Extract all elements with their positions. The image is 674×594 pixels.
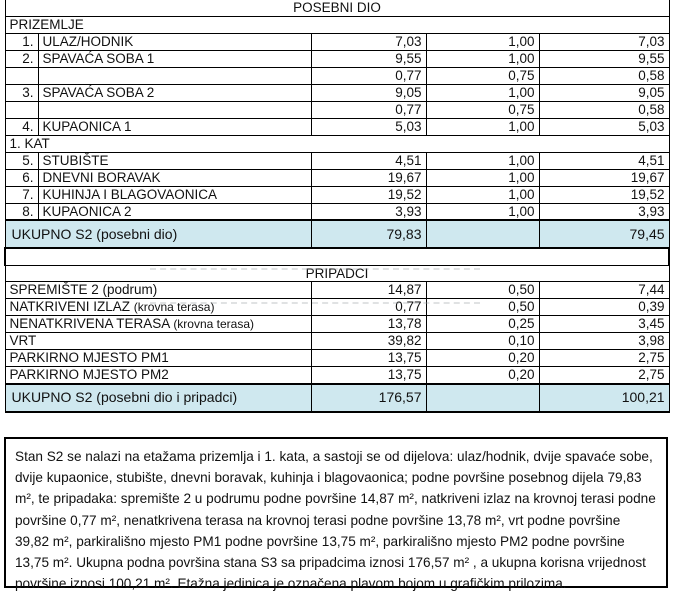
area-value: 0,77: [311, 101, 426, 118]
floor-header-label: PRIZEMLJE: [5, 16, 669, 33]
room-name: KUPAONICA 1: [38, 118, 311, 135]
total-coefficient-value: [426, 384, 539, 412]
coefficient-value: 1,00: [426, 33, 539, 50]
area-value: 13,75: [311, 349, 426, 366]
weighted-area-value: 9,55: [539, 50, 669, 67]
floor-header-label: 1. KAT: [5, 135, 669, 152]
table-row: [5, 186, 669, 203]
spacer-cell: [5, 248, 669, 265]
section-spacer: [5, 248, 669, 265]
weighted-area-value: 0,58: [539, 101, 669, 118]
total-coefficient-value: [426, 220, 539, 248]
area-value: 19,67: [311, 169, 426, 186]
weighted-area-value: 3,45: [539, 315, 669, 332]
row-number: 4.: [5, 118, 38, 135]
pripadak-name-sub: (krovna terasa): [133, 299, 215, 314]
weighted-area-value: 0,58: [539, 67, 669, 84]
area-value: 39,82: [311, 332, 426, 349]
area-value: 19,52: [311, 186, 426, 203]
pripadak-name: [5, 366, 311, 384]
table-row: [5, 84, 669, 101]
coefficient-value: 1,00: [426, 152, 539, 169]
pripadak-name: [5, 281, 311, 298]
room-name: [38, 101, 311, 118]
area-value: 9,05: [311, 84, 426, 101]
coefficient-value: 0,50: [426, 281, 539, 298]
area-value: 13,75: [311, 366, 426, 384]
row-number: 6.: [5, 169, 38, 186]
coefficient-value: 1,00: [426, 118, 539, 135]
weighted-area-value: 0,39: [539, 298, 669, 315]
pripadak-name-main: SPREMIŠTE 2 (podrum): [9, 281, 158, 297]
room-name: SPAVAĆA SOBA 2: [38, 84, 311, 101]
pripadak-name: [5, 332, 311, 349]
weighted-area-value: 19,52: [539, 186, 669, 203]
area-value: 0,77: [311, 298, 426, 315]
weighted-area-value: 7,03: [539, 33, 669, 50]
table-row: [5, 332, 669, 349]
coefficient-value: 0,75: [426, 101, 539, 118]
total-label: UKUPNO S2 (posebni dio): [5, 220, 311, 248]
pripadak-name: [5, 298, 311, 315]
room-name: ULAZ/HODNIK: [38, 33, 311, 50]
pripadak-name-sub: (krovna terasa): [173, 316, 255, 331]
pripadak-name: [5, 315, 311, 332]
weighted-area-value: 4,51: [539, 152, 669, 169]
floor-header-prvi-kat: [5, 135, 669, 152]
total-label: UKUPNO S2 (posebni dio i pripadci): [5, 384, 311, 412]
row-number: 2.: [5, 50, 38, 67]
areas-table-wrapper: [4, 0, 668, 413]
row-number: [5, 67, 38, 84]
room-name: [38, 67, 311, 84]
coefficient-value: 1,00: [426, 50, 539, 67]
area-value: 0,77: [311, 67, 426, 84]
room-name: STUBIŠTE: [38, 152, 311, 169]
section-banner-pripadci: [5, 265, 669, 281]
area-value: 5,03: [311, 118, 426, 135]
table-row: [5, 118, 669, 135]
table-row: [5, 281, 669, 298]
weighted-area-value: 19,67: [539, 169, 669, 186]
weighted-area-value: 5,03: [539, 118, 669, 135]
room-name: KUPAONICA 2: [38, 203, 311, 220]
room-name: DNEVNI BORAVAK: [38, 169, 311, 186]
total-row-all: [5, 384, 669, 412]
area-value: 13,78: [311, 315, 426, 332]
pripadak-name: [5, 349, 311, 366]
table-row: [5, 169, 669, 186]
table-row: [5, 50, 669, 67]
weighted-area-value: 7,44: [539, 281, 669, 298]
coefficient-value: 0,25: [426, 315, 539, 332]
coefficient-value: 0,10: [426, 332, 539, 349]
table-row: [5, 366, 669, 384]
coefficient-value: 0,75: [426, 67, 539, 84]
row-number: 8.: [5, 203, 38, 220]
description-note-box: [4, 437, 668, 592]
areas-table: [4, 0, 670, 413]
weighted-area-value: 2,75: [539, 349, 669, 366]
weighted-area-value: 3,98: [539, 332, 669, 349]
table-row: [5, 298, 669, 315]
total-area-value: 176,57: [311, 384, 426, 412]
table-row: [5, 101, 669, 118]
section-banner-label: PRIPADCI: [5, 265, 669, 281]
description-text: Stan S2 se nalazi na etažama prizemlja i 1. kata, a sastoji se od dijelova: ulaz/hodnik, dvije spavaće sobe, dvije kupaonice, stubište, dnevni boravak, kuhinja i blagovaonica; podne površine posebnog dijela 79,83 m², te pripadaka: spremište 2 u podrumu podne površine 14,87 m², natkriveni izlaz na krovnoj terasi podne površine 0,77 m², nenatkrivena terasa na krovnoj terasi podne površine 13,78 m², vrt podne površine 39,82 m², parkirališno mjesto PM1 podne površine 13,75 m², parkirališno mjesto PM2 podne površine 13,75 m². Ukupna podna površina stana S3 sa pripadcima iznosi 176,57 m² , a ukupna korisna vrijednost površine iznosi 100,21 m². Etažna jedinica je označena plavom bojom u grafičkim prilozima.: [15, 449, 656, 592]
section-banner-label: POSEBNI DIO: [5, 0, 669, 16]
coefficient-value: 1,00: [426, 186, 539, 203]
weighted-area-value: 3,93: [539, 203, 669, 220]
row-number: 1.: [5, 33, 38, 50]
table-row: [5, 33, 669, 50]
pripadak-name-main: PARKIRNO MJESTO PM1: [9, 349, 169, 365]
total-row-posebni-dio: [5, 220, 669, 248]
row-number: 7.: [5, 186, 38, 203]
room-name: KUHINJA I BLAGOVAONICA: [38, 186, 311, 203]
row-number: [5, 101, 38, 118]
row-number: 5.: [5, 152, 38, 169]
coefficient-value: 0,20: [426, 349, 539, 366]
area-value: 14,87: [311, 281, 426, 298]
table-row: [5, 67, 669, 84]
table-row: [5, 315, 669, 332]
pripadak-name-main: PARKIRNO MJESTO PM2: [9, 366, 169, 382]
weighted-area-value: 9,05: [539, 84, 669, 101]
total-weighted-area-value: 79,45: [539, 220, 669, 248]
area-value: 9,55: [311, 50, 426, 67]
coefficient-value: 1,00: [426, 203, 539, 220]
coefficient-value: 0,20: [426, 366, 539, 384]
table-row: [5, 152, 669, 169]
room-name: SPAVAĆA SOBA 1: [38, 50, 311, 67]
floor-header-prizemlje: [5, 16, 669, 33]
pripadak-name-main: NENATKRIVENA TERASA: [9, 315, 174, 331]
weighted-area-value: 2,75: [539, 366, 669, 384]
area-value: 3,93: [311, 203, 426, 220]
table-row: [5, 349, 669, 366]
total-weighted-area-value: 100,21: [539, 384, 669, 412]
coefficient-value: 1,00: [426, 84, 539, 101]
total-area-value: 79,83: [311, 220, 426, 248]
row-number: 3.: [5, 84, 38, 101]
pripadak-name-main: VRT: [9, 332, 37, 348]
coefficient-value: 1,00: [426, 169, 539, 186]
pripadak-name-main: NATKRIVENI IZLAZ: [9, 298, 134, 314]
table-row: [5, 203, 669, 220]
area-value: 7,03: [311, 33, 426, 50]
section-banner-posebni-dio: [5, 0, 669, 16]
area-value: 4,51: [311, 152, 426, 169]
coefficient-value: 0,50: [426, 298, 539, 315]
